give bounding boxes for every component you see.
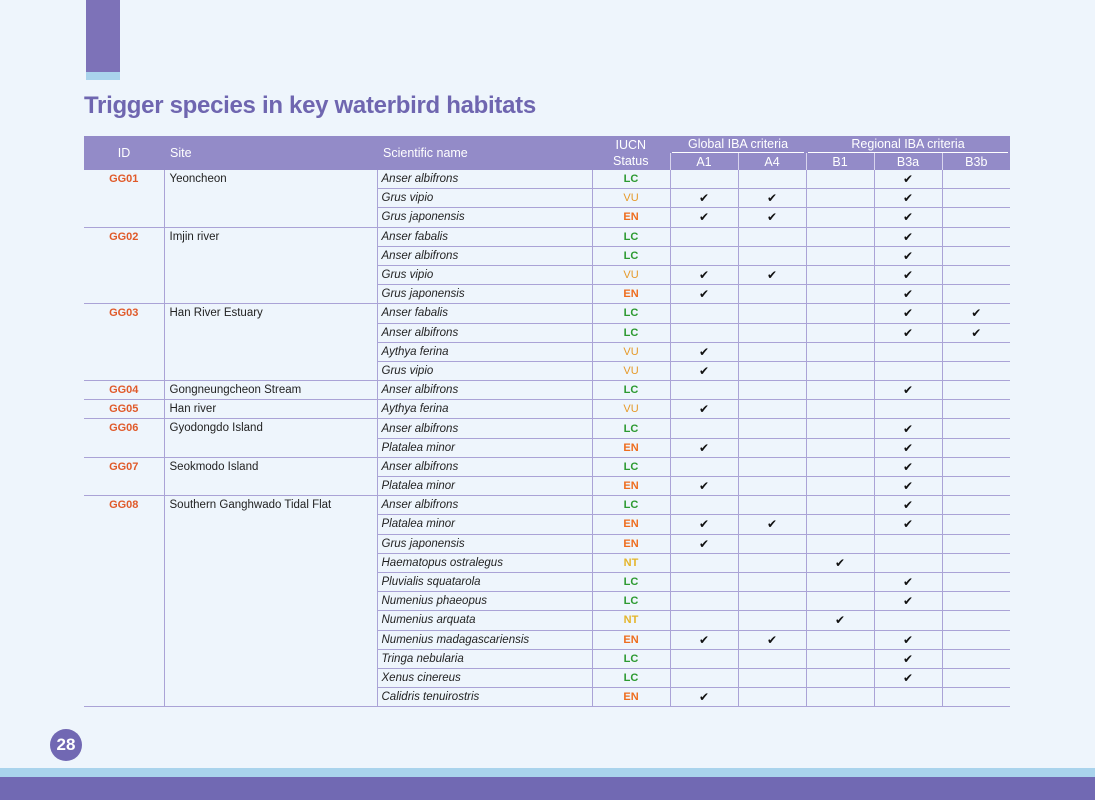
criteria-a1-cell — [670, 477, 738, 496]
scientific-name-cell: Platalea minor — [377, 515, 592, 534]
iucn-status-cell: VU — [592, 265, 670, 284]
scientific-name-cell: Grus japonensis — [377, 285, 592, 304]
criteria-b3a-cell — [874, 496, 942, 515]
criteria-b1-cell — [806, 592, 874, 611]
site-id-cell: GG06 — [84, 419, 164, 457]
header-global-iba-label: Global IBA criteria — [672, 136, 804, 153]
criteria-a4-cell — [738, 496, 806, 515]
iucn-status-cell: LC — [592, 227, 670, 246]
site-name-cell: Seokmodo Island — [164, 457, 377, 495]
site-id-cell: GG03 — [84, 304, 164, 381]
criteria-a1-cell — [670, 400, 738, 419]
criteria-a4-cell — [738, 438, 806, 457]
criteria-b3b-cell — [942, 438, 1010, 457]
scientific-name-cell: Calidris tenuirostris — [377, 688, 592, 707]
criteria-a1-cell — [670, 227, 738, 246]
criteria-b3a-cell — [874, 553, 942, 572]
page-title: Trigger species in key waterbird habitats — [84, 92, 536, 119]
criteria-b3b-cell — [942, 208, 1010, 227]
site-id-cell: GG05 — [84, 400, 164, 419]
criteria-a1-cell — [670, 438, 738, 457]
iucn-status-cell: EN — [592, 438, 670, 457]
scientific-name-cell: Numenius madagascariensis — [377, 630, 592, 649]
check-icon: ✔ — [698, 536, 710, 551]
check-icon: ✔ — [834, 613, 846, 628]
check-icon: ✔ — [902, 268, 914, 283]
criteria-b3b-cell — [942, 304, 1010, 323]
iucn-status-cell: LC — [592, 246, 670, 265]
criteria-b3a-cell — [874, 592, 942, 611]
criteria-b3a-cell — [874, 246, 942, 265]
check-icon: ✔ — [698, 690, 710, 705]
tab-block-light — [86, 72, 120, 80]
criteria-a4-cell — [738, 246, 806, 265]
scientific-name-cell: Grus vipio — [377, 189, 592, 208]
header-a4: A4 — [738, 153, 806, 170]
scientific-name-cell: Anser albifrons — [377, 323, 592, 342]
check-icon: ✔ — [971, 325, 982, 340]
iucn-status-cell: LC — [592, 649, 670, 668]
criteria-b3b-cell — [942, 668, 1010, 687]
criteria-a1-cell — [670, 668, 738, 687]
scientific-name-cell: Anser fabalis — [377, 304, 592, 323]
iucn-status-cell: LC — [592, 381, 670, 400]
criteria-b1-cell — [806, 265, 874, 284]
iucn-status-cell: EN — [592, 630, 670, 649]
criteria-b3a-cell — [874, 419, 942, 438]
criteria-b3a-cell — [874, 649, 942, 668]
criteria-a1-cell — [670, 419, 738, 438]
header-regional-iba-label: Regional IBA criteria — [808, 136, 1008, 153]
scientific-name-cell: Platalea minor — [377, 438, 592, 457]
criteria-a4-cell — [738, 381, 806, 400]
check-icon: ✔ — [698, 268, 710, 283]
criteria-b3b-cell — [942, 265, 1010, 284]
check-icon: ✔ — [698, 632, 710, 647]
criteria-a1-cell — [670, 381, 738, 400]
footer-band-light — [0, 768, 1095, 777]
criteria-a4-cell — [738, 323, 806, 342]
scientific-name-cell: Xenus cinereus — [377, 668, 592, 687]
scientific-name-cell: Anser albifrons — [377, 419, 592, 438]
criteria-b3b-cell — [942, 649, 1010, 668]
footer-band-dark — [0, 777, 1095, 800]
scientific-name-cell: Grus vipio — [377, 265, 592, 284]
criteria-a4-cell — [738, 400, 806, 419]
criteria-b1-cell — [806, 572, 874, 591]
iucn-status-cell: LC — [592, 419, 670, 438]
criteria-b3a-cell — [874, 342, 942, 361]
criteria-a1-cell — [670, 534, 738, 553]
check-icon: ✔ — [902, 594, 914, 609]
criteria-b3a-cell — [874, 572, 942, 591]
criteria-b1-cell — [806, 189, 874, 208]
iucn-status-cell: EN — [592, 477, 670, 496]
iucn-status-cell: LC — [592, 170, 670, 189]
criteria-b3b-cell — [942, 246, 1010, 265]
criteria-b1-cell — [806, 285, 874, 304]
check-icon: ✔ — [902, 498, 914, 513]
scientific-name-cell: Anser albifrons — [377, 246, 592, 265]
check-icon: ✔ — [902, 287, 914, 302]
criteria-b3a-cell — [874, 457, 942, 476]
criteria-b3b-cell — [942, 477, 1010, 496]
check-icon: ✔ — [902, 210, 914, 225]
iucn-status-cell: LC — [592, 496, 670, 515]
check-icon: ✔ — [902, 306, 914, 321]
criteria-b3a-cell — [874, 323, 942, 342]
criteria-b3b-cell — [942, 381, 1010, 400]
scientific-name-cell: Anser fabalis — [377, 227, 592, 246]
table-row — [84, 304, 1010, 323]
scientific-name-cell: Aythya ferina — [377, 400, 592, 419]
criteria-b1-cell — [806, 534, 874, 553]
criteria-a4-cell — [738, 553, 806, 572]
check-icon: ✔ — [902, 670, 914, 685]
criteria-b1-cell — [806, 304, 874, 323]
header-scientific-name: Scientific name — [377, 136, 592, 170]
criteria-a1-cell — [670, 189, 738, 208]
criteria-a4-cell — [738, 515, 806, 534]
criteria-b3a-cell — [874, 208, 942, 227]
criteria-b3a-cell — [874, 400, 942, 419]
site-name-cell: Han River Estuary — [164, 304, 377, 381]
iucn-status-cell: VU — [592, 342, 670, 361]
header-tab-decoration — [86, 0, 120, 80]
check-icon: ✔ — [902, 383, 914, 398]
tab-block-dark — [86, 0, 120, 72]
criteria-a1-cell — [670, 361, 738, 380]
table-body — [84, 170, 1010, 707]
criteria-b1-cell — [806, 227, 874, 246]
scientific-name-cell: Aythya ferina — [377, 342, 592, 361]
site-id-cell: GG07 — [84, 457, 164, 495]
check-icon: ✔ — [902, 440, 914, 455]
criteria-a1-cell — [670, 611, 738, 630]
criteria-a4-cell — [738, 208, 806, 227]
criteria-a1-cell — [670, 572, 738, 591]
criteria-b3a-cell — [874, 611, 942, 630]
iucn-status-cell: NT — [592, 611, 670, 630]
header-global-iba — [670, 136, 806, 153]
check-icon: ✔ — [902, 575, 914, 590]
criteria-a4-cell — [738, 361, 806, 380]
header-id: ID — [84, 136, 164, 170]
criteria-b1-cell — [806, 361, 874, 380]
scientific-name-cell: Haematopus ostralegus — [377, 553, 592, 572]
criteria-b3a-cell — [874, 630, 942, 649]
criteria-b1-cell — [806, 688, 874, 707]
table-row — [84, 170, 1010, 189]
header-regional-iba — [806, 136, 1010, 153]
check-icon: ✔ — [698, 344, 710, 359]
criteria-a1-cell — [670, 592, 738, 611]
header-iucn-status — [592, 136, 670, 170]
scientific-name-cell: Grus japonensis — [377, 534, 592, 553]
criteria-a4-cell — [738, 227, 806, 246]
check-icon: ✔ — [698, 287, 710, 302]
site-id-cell: GG04 — [84, 381, 164, 400]
criteria-b3b-cell — [942, 688, 1010, 707]
check-icon: ✔ — [902, 325, 914, 340]
check-icon: ✔ — [698, 402, 710, 417]
iucn-status-cell: EN — [592, 688, 670, 707]
check-icon: ✔ — [766, 268, 778, 283]
criteria-b3b-cell — [942, 400, 1010, 419]
criteria-b1-cell — [806, 381, 874, 400]
criteria-a4-cell — [738, 688, 806, 707]
iucn-status-cell: VU — [592, 400, 670, 419]
check-icon: ✔ — [766, 210, 778, 225]
criteria-b3a-cell — [874, 381, 942, 400]
criteria-a1-cell — [670, 170, 738, 189]
criteria-b3a-cell — [874, 304, 942, 323]
site-id-cell: GG02 — [84, 227, 164, 304]
criteria-b3b-cell — [942, 553, 1010, 572]
check-icon: ✔ — [766, 191, 778, 206]
criteria-b1-cell — [806, 400, 874, 419]
criteria-b3a-cell — [874, 189, 942, 208]
check-icon: ✔ — [698, 363, 710, 378]
check-icon: ✔ — [902, 229, 914, 244]
criteria-b3a-cell — [874, 170, 942, 189]
check-icon: ✔ — [698, 210, 710, 225]
header-site: Site — [164, 136, 377, 170]
criteria-b3b-cell — [942, 227, 1010, 246]
criteria-b3b-cell — [942, 419, 1010, 438]
criteria-a1-cell — [670, 553, 738, 572]
iucn-status-cell: LC — [592, 668, 670, 687]
criteria-b1-cell — [806, 170, 874, 189]
criteria-b3a-cell — [874, 688, 942, 707]
criteria-b3b-cell — [942, 457, 1010, 476]
scientific-name-cell: Grus vipio — [377, 361, 592, 380]
header-b3b: B3b — [942, 153, 1010, 170]
criteria-b3b-cell — [942, 515, 1010, 534]
header-a1: A1 — [670, 153, 738, 170]
criteria-a4-cell — [738, 630, 806, 649]
table-row — [84, 227, 1010, 246]
table-header — [84, 136, 1010, 170]
criteria-b3a-cell — [874, 361, 942, 380]
criteria-b3a-cell — [874, 477, 942, 496]
criteria-b1-cell — [806, 611, 874, 630]
table-row — [84, 400, 1010, 419]
site-name-cell: Imjin river — [164, 227, 377, 304]
iucn-status-cell: LC — [592, 592, 670, 611]
scientific-name-cell: Anser albifrons — [377, 170, 592, 189]
page-number: 28 — [50, 729, 82, 761]
iucn-status-cell: LC — [592, 572, 670, 591]
criteria-b3a-cell — [874, 668, 942, 687]
check-icon: ✔ — [698, 191, 710, 206]
iucn-status-cell: LC — [592, 457, 670, 476]
check-icon: ✔ — [766, 632, 778, 647]
criteria-a4-cell — [738, 611, 806, 630]
criteria-a4-cell — [738, 265, 806, 284]
criteria-b3a-cell — [874, 534, 942, 553]
scientific-name-cell: Numenius arquata — [377, 611, 592, 630]
criteria-a4-cell — [738, 170, 806, 189]
criteria-a4-cell — [738, 477, 806, 496]
criteria-b3a-cell — [874, 227, 942, 246]
scientific-name-cell: Pluvialis squatarola — [377, 572, 592, 591]
header-iucn-line2: Status — [613, 154, 649, 168]
criteria-b3b-cell — [942, 496, 1010, 515]
criteria-b1-cell — [806, 323, 874, 342]
table-row — [84, 381, 1010, 400]
scientific-name-cell: Grus japonensis — [377, 208, 592, 227]
criteria-b3b-cell — [942, 285, 1010, 304]
criteria-b3b-cell — [942, 170, 1010, 189]
site-name-cell: Southern Ganghwado Tidal Flat — [164, 496, 377, 707]
criteria-b3b-cell — [942, 342, 1010, 361]
iucn-status-cell: VU — [592, 361, 670, 380]
criteria-b1-cell — [806, 457, 874, 476]
criteria-a1-cell — [670, 649, 738, 668]
check-icon: ✔ — [698, 479, 710, 494]
table-row — [84, 457, 1010, 476]
check-icon: ✔ — [834, 555, 846, 570]
criteria-b3b-cell — [942, 323, 1010, 342]
check-icon: ✔ — [766, 517, 778, 532]
scientific-name-cell: Numenius phaeopus — [377, 592, 592, 611]
scientific-name-cell: Anser albifrons — [377, 496, 592, 515]
criteria-a4-cell — [738, 668, 806, 687]
criteria-b1-cell — [806, 515, 874, 534]
criteria-a4-cell — [738, 534, 806, 553]
iucn-status-cell: EN — [592, 285, 670, 304]
criteria-a1-cell — [670, 265, 738, 284]
criteria-a4-cell — [738, 419, 806, 438]
criteria-a1-cell — [670, 285, 738, 304]
criteria-b1-cell — [806, 477, 874, 496]
criteria-a1-cell — [670, 323, 738, 342]
iucn-status-cell: LC — [592, 323, 670, 342]
criteria-b1-cell — [806, 553, 874, 572]
criteria-b3b-cell — [942, 630, 1010, 649]
criteria-a4-cell — [738, 457, 806, 476]
criteria-b1-cell — [806, 419, 874, 438]
iucn-status-cell: EN — [592, 534, 670, 553]
criteria-a1-cell — [670, 208, 738, 227]
header-b3a: B3a — [874, 153, 942, 170]
check-icon: ✔ — [902, 632, 914, 647]
site-id-cell: GG01 — [84, 170, 164, 227]
criteria-a1-cell — [670, 457, 738, 476]
site-name-cell: Gongneungcheon Stream — [164, 381, 377, 400]
criteria-b1-cell — [806, 246, 874, 265]
criteria-a4-cell — [738, 592, 806, 611]
criteria-b3a-cell — [874, 515, 942, 534]
criteria-b1-cell — [806, 342, 874, 361]
check-icon: ✔ — [902, 172, 914, 187]
criteria-a1-cell — [670, 515, 738, 534]
criteria-a4-cell — [738, 189, 806, 208]
check-icon: ✔ — [698, 517, 710, 532]
criteria-a1-cell — [670, 630, 738, 649]
check-icon: ✔ — [971, 306, 982, 321]
site-name-cell: Gyodongdo Island — [164, 419, 377, 457]
criteria-b3b-cell — [942, 534, 1010, 553]
header-iucn-line1: IUCN — [615, 138, 647, 152]
criteria-b3b-cell — [942, 189, 1010, 208]
criteria-a4-cell — [738, 649, 806, 668]
check-icon: ✔ — [902, 517, 914, 532]
criteria-a4-cell — [738, 285, 806, 304]
criteria-b1-cell — [806, 438, 874, 457]
site-id-cell: GG08 — [84, 496, 164, 707]
criteria-b1-cell — [806, 630, 874, 649]
trigger-species-table — [84, 136, 1010, 707]
criteria-a1-cell — [670, 304, 738, 323]
site-name-cell: Yeoncheon — [164, 170, 377, 227]
scientific-name-cell: Anser albifrons — [377, 381, 592, 400]
site-name-cell: Han river — [164, 400, 377, 419]
check-icon: ✔ — [902, 191, 914, 206]
criteria-b3b-cell — [942, 611, 1010, 630]
criteria-a1-cell — [670, 246, 738, 265]
criteria-b1-cell — [806, 649, 874, 668]
iucn-status-cell: NT — [592, 553, 670, 572]
check-icon: ✔ — [902, 459, 914, 474]
criteria-b3a-cell — [874, 285, 942, 304]
iucn-status-cell: EN — [592, 208, 670, 227]
check-icon: ✔ — [902, 479, 914, 494]
criteria-b3a-cell — [874, 438, 942, 457]
iucn-status-cell: LC — [592, 304, 670, 323]
criteria-b1-cell — [806, 208, 874, 227]
scientific-name-cell: Anser albifrons — [377, 457, 592, 476]
criteria-b1-cell — [806, 496, 874, 515]
header-b1: B1 — [806, 153, 874, 170]
criteria-a4-cell — [738, 572, 806, 591]
criteria-a4-cell — [738, 304, 806, 323]
iucn-status-cell: EN — [592, 515, 670, 534]
criteria-b3b-cell — [942, 572, 1010, 591]
criteria-b3b-cell — [942, 592, 1010, 611]
check-icon: ✔ — [902, 651, 914, 666]
scientific-name-cell: Tringa nebularia — [377, 649, 592, 668]
check-icon: ✔ — [902, 248, 914, 263]
criteria-b3a-cell — [874, 265, 942, 284]
check-icon: ✔ — [698, 440, 710, 455]
iucn-status-cell: VU — [592, 189, 670, 208]
scientific-name-cell: Platalea minor — [377, 477, 592, 496]
table-row — [84, 419, 1010, 438]
criteria-a4-cell — [738, 342, 806, 361]
criteria-b1-cell — [806, 668, 874, 687]
criteria-a1-cell — [670, 688, 738, 707]
criteria-a1-cell — [670, 496, 738, 515]
criteria-a1-cell — [670, 342, 738, 361]
check-icon: ✔ — [902, 421, 914, 436]
table-row — [84, 496, 1010, 515]
criteria-b3b-cell — [942, 361, 1010, 380]
